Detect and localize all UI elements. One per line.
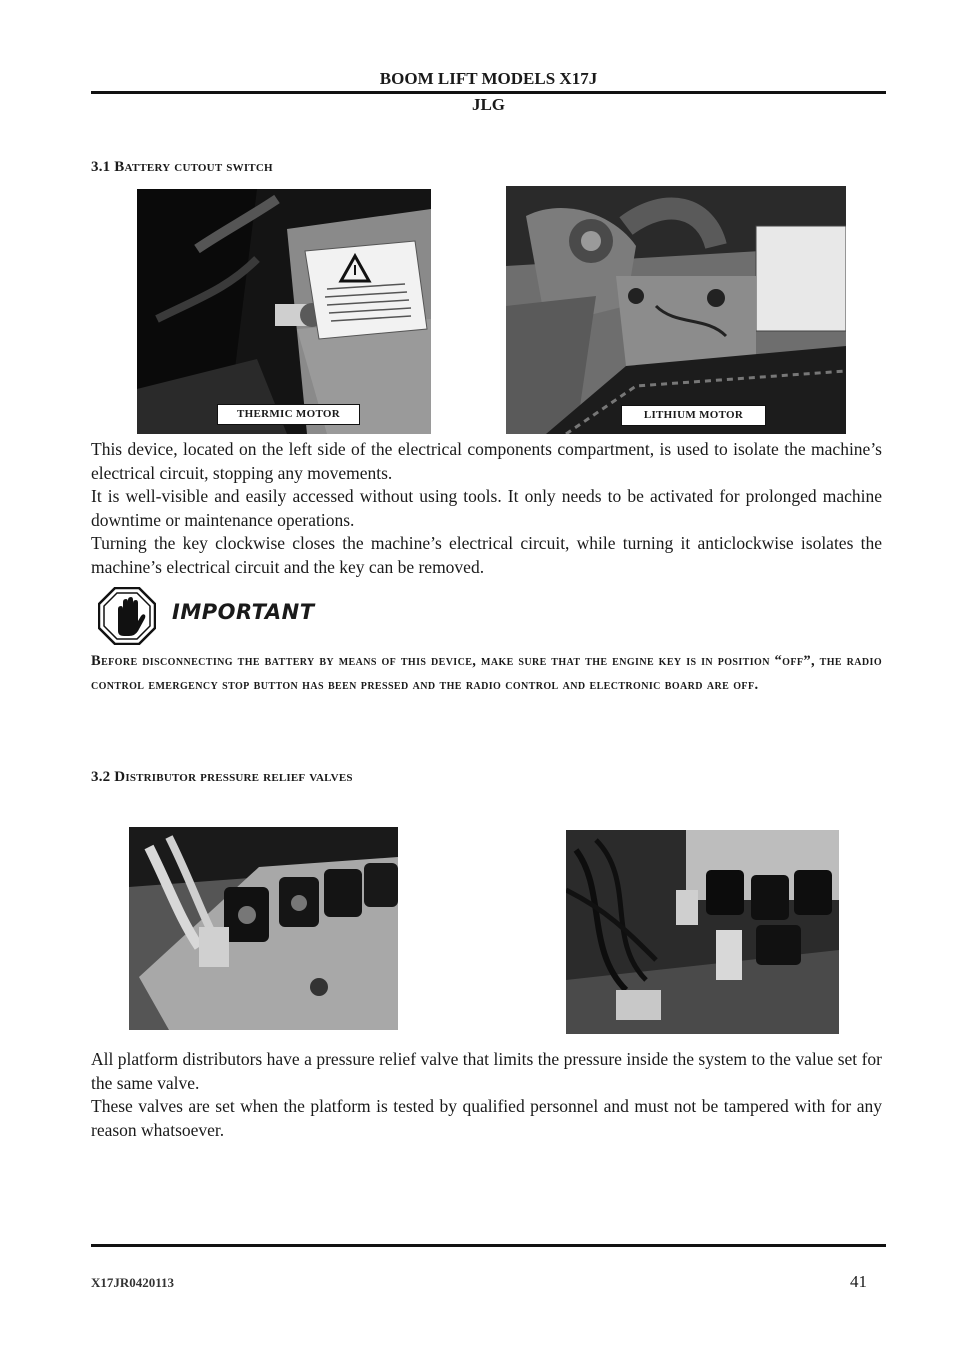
important-label: IMPORTANT [172, 600, 315, 624]
section-heading-battery-cutout: 3.1 Battery cutout switch [91, 159, 273, 175]
photo-thermic-motor [137, 189, 431, 434]
caption-lithium-motor: LITHIUM MOTOR [621, 405, 766, 426]
document-code: X17JR0420113 [91, 1275, 175, 1290]
photo-lithium-motor [506, 186, 846, 434]
section1-paragraph-2: It is well-visible and easily accessed without using tools. It only needs to be activated for prolonged machine downtime or maintenance operations. [91, 486, 882, 530]
section-heading-relief-valves: 3.2 Distributor pressure relief valves [91, 769, 353, 785]
page-number: 41 [850, 1272, 867, 1291]
photo-distributor-valves-right [566, 830, 839, 1034]
section1-paragraph-1: This device, located on the left side of the electrical components compartment, is used to isolate the machine’s electrical circuit, stopping any movements. [91, 439, 882, 483]
important-warning-text: Before disconnecting the battery by means of this device, make sure that the engine key is in position “off”, the radio control emergency stop button has been pressed and the radio control and electronic board are off. [91, 653, 882, 693]
photo-distributor-valves-left [129, 827, 398, 1030]
stop-hand-icon [98, 587, 156, 645]
section2-paragraph-1: All platform distributors have a pressure relief valve that limits the pressure inside the system to the value set for the same valve. [91, 1049, 882, 1093]
caption-thermic-motor: THERMIC MOTOR [217, 404, 360, 425]
document-title: BOOM LIFT MODELS X17J [379, 69, 598, 88]
section1-paragraph-3: Turning the key clockwise closes the machine’s electrical circuit, while turning it anticlockwise isolates the machine’s electrical circuit and the key can be removed. [91, 533, 882, 577]
section2-paragraph-2: These valves are set when the platform is tested by qualified personnel and must not be tampered with for any reason whatsoever. [91, 1096, 882, 1140]
footer-rule [91, 1244, 886, 1247]
header-rule [91, 91, 886, 94]
document-subtitle: JLG [471, 95, 506, 114]
